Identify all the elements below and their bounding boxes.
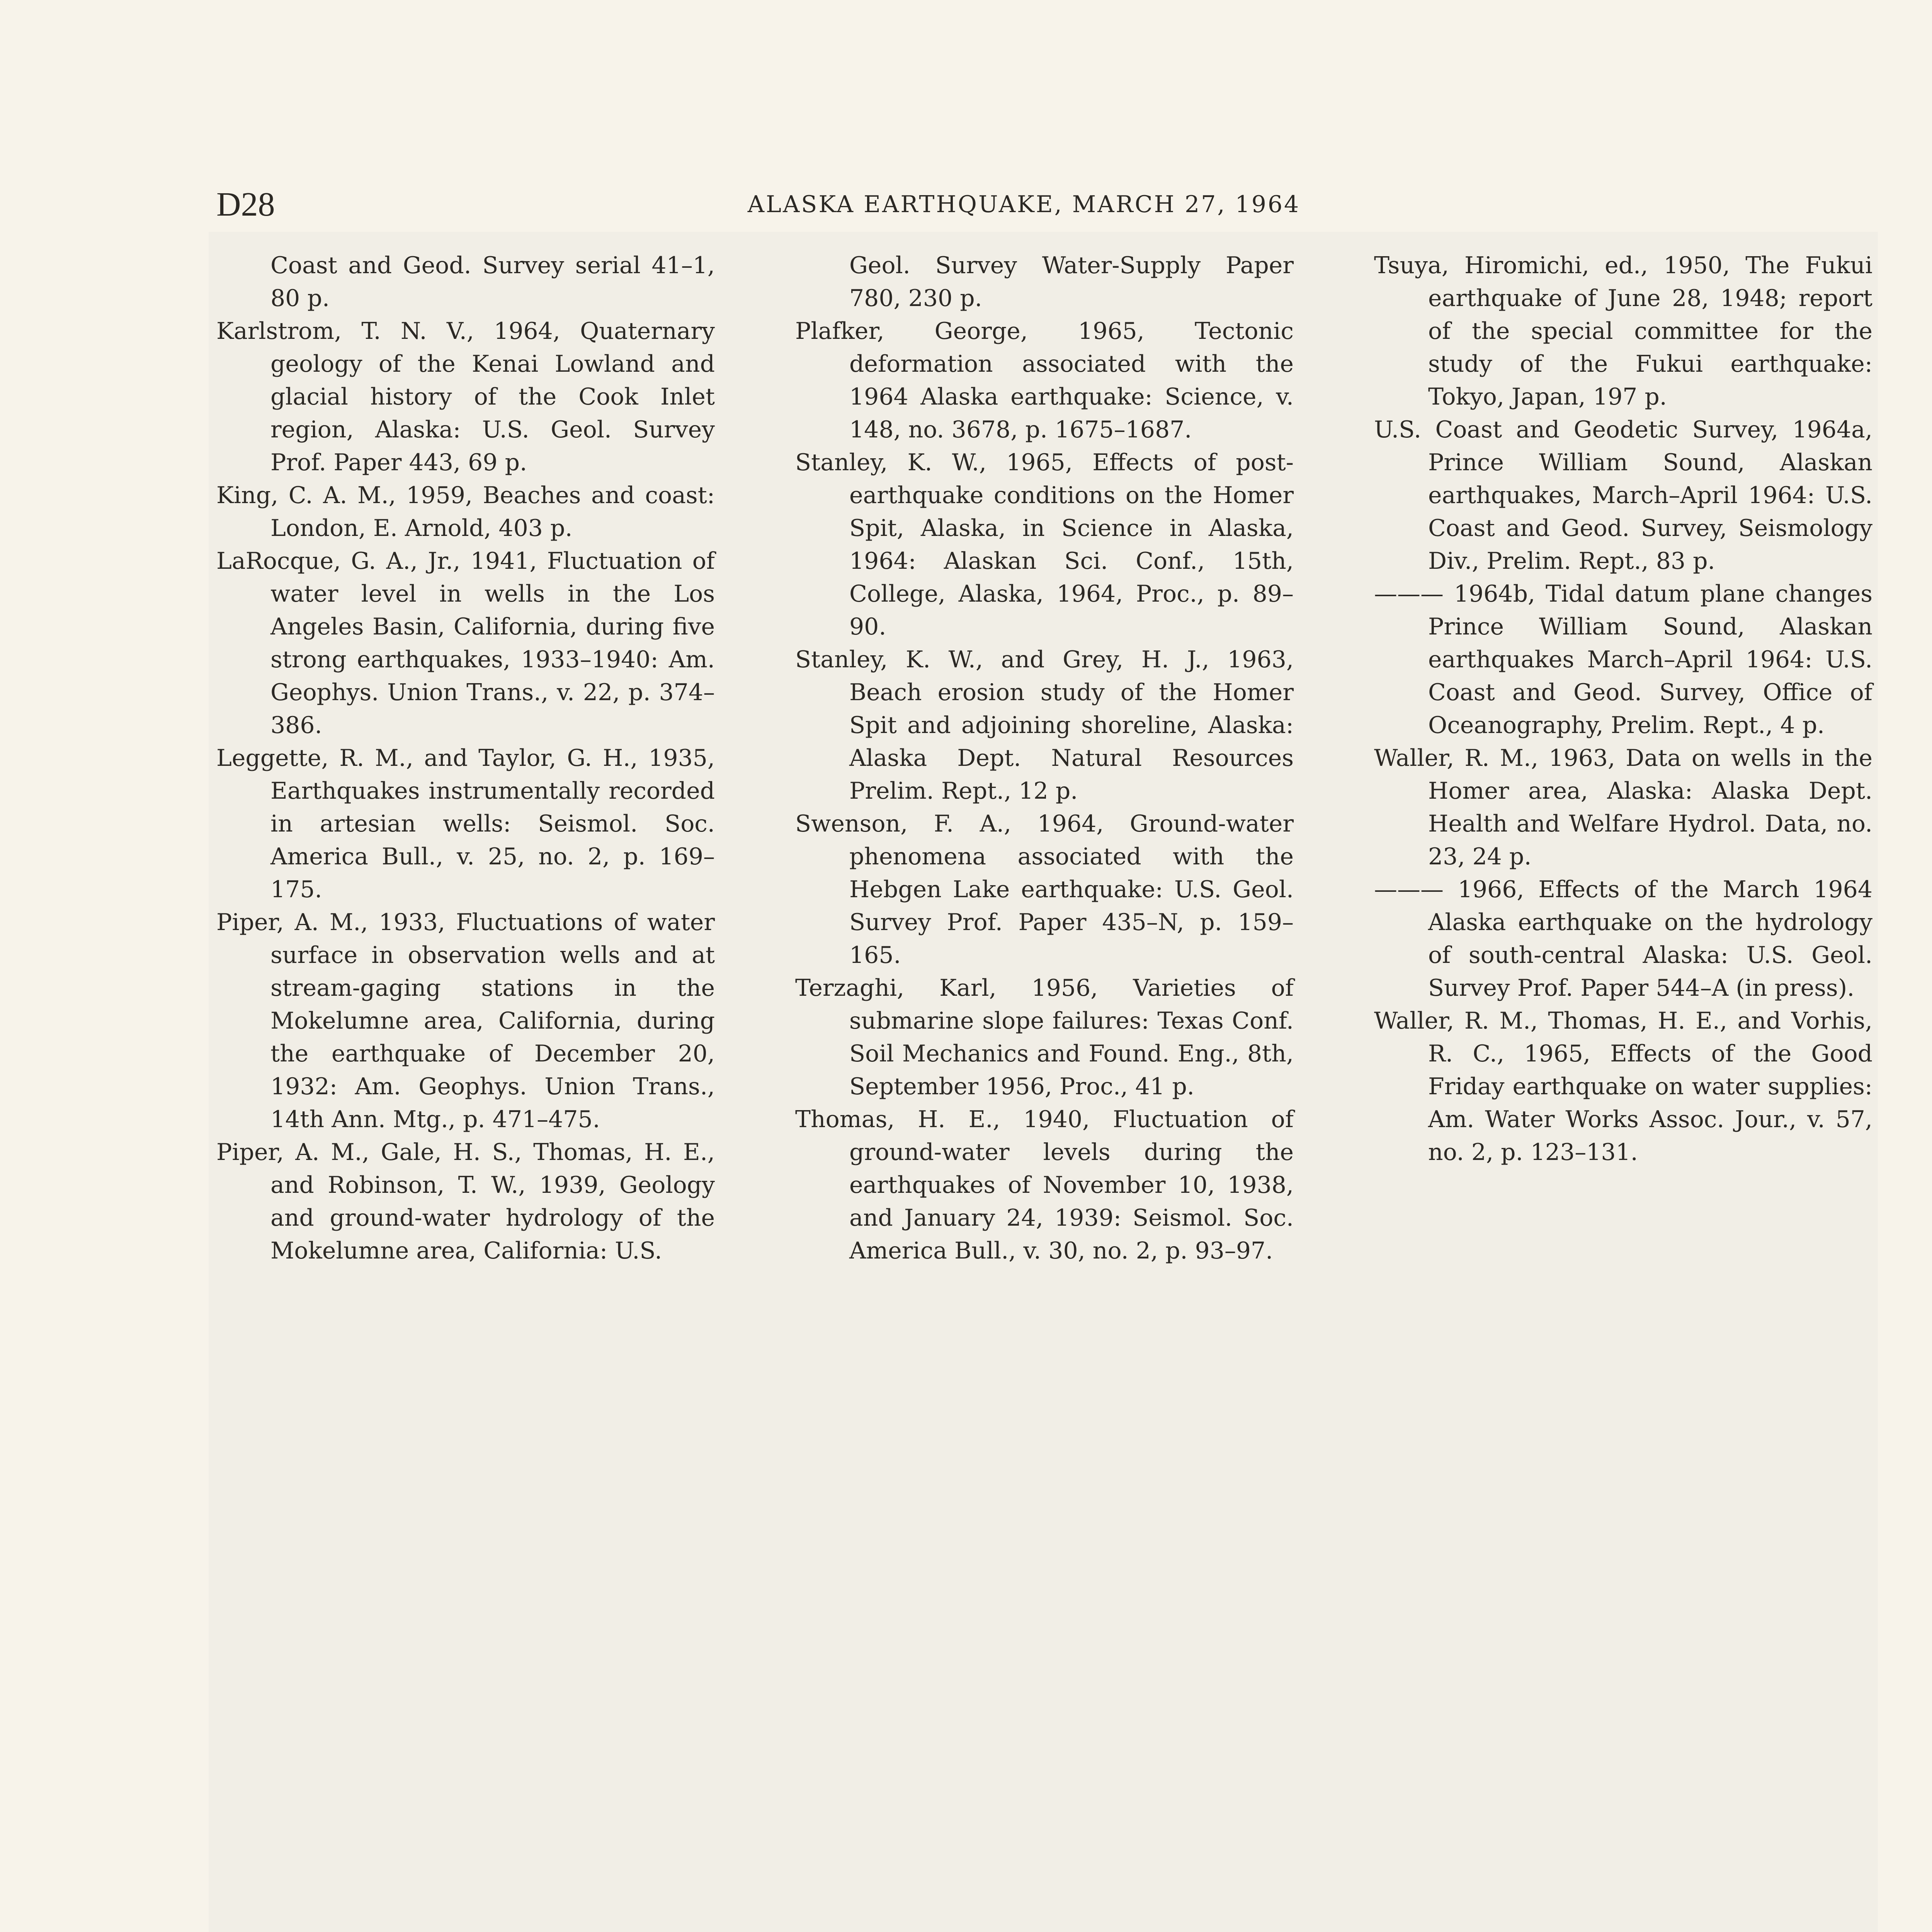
reference-entry: Waller, R. M., 1963, Data on wells in the Homer area, Alaska: Alaska Dept. Health and Welfare Hydrol. Data, no. 23, 24 p. [1374, 745, 1872, 870]
reference-column-3 [1374, 249, 1872, 1169]
reference-entry: ——— 1964b, Tidal datum plane changes Prince William Sound, Alaskan earthquakes March–April 1964: U.S. Coast and Geod. Survey, Office of Oceanography, Prelim. Rept., 4 p. [1374, 580, 1872, 739]
reference-entry: LaRocque, G. A., Jr., 1941, Fluctuation of water level in wells in the Los Angeles Basin, California, during five strong earthquakes, 1933–1940: Am. Geophys. Union Trans., v. 22, p. 374–386. [216, 548, 715, 739]
reference-entry-continued: Geol. Survey Water-Supply Paper 780, 230 p. [849, 252, 1294, 312]
reference-entry: Plafker, George, 1965, Tectonic deformation associated with the 1964 Alaska earthquake: Science, v. 148, no. 3678, p. 1675–1687. [795, 318, 1294, 443]
reference-entry: Terzaghi, Karl, 1956, Varieties of submarine slope failures: Texas Conf. Soil Mechanics and Found. Eng., 8th, September 1956, Proc., 41 p. [795, 975, 1294, 1100]
reference-entry: ——— 1966, Effects of the March 1964 Alaska earthquake on the hydrology of south-central Alaska: U.S. Geol. Survey Prof. Paper 544–A (in press). [1374, 876, 1872, 1002]
reference-column-1 [216, 249, 715, 1267]
reference-entry: Stanley, K. W., 1965, Effects of post-earthquake conditions on the Homer Spit, Alaska, in Science in Alaska, 1964: Alaskan Sci. Conf., 15th, College, Alaska, 1964, Proc., p. 89–90. [795, 449, 1294, 640]
reference-entry: U.S. Coast and Geodetic Survey, 1964a, Prince William Sound, Alaskan earthquakes, March–April 1964: U.S. Coast and Geod. Survey, Seismology Div., Prelim. Rept., 83 p. [1374, 416, 1872, 575]
page-number: D28 [216, 186, 275, 223]
reference-entry: Piper, A. M., 1933, Fluctuations of water surface in observation wells and at stream-gaging stations in the Mokelumne area, California, during the earthquake of December 20, 1932: Am. Geophys. Union Trans., 14th Ann. Mtg., p. 471–475. [216, 909, 715, 1133]
reference-entry: Leggette, R. M., and Taylor, G. H., 1935, Earthquakes instrumentally recorded in artesian wells: Seismol. Soc. America Bull., v. 25, no. 2, p. 169–175. [216, 745, 715, 903]
reference-entry: Stanley, K. W., and Grey, H. J., 1963, Beach erosion study of the Homer Spit and adjoining shoreline, Alaska: Alaska Dept. Natural Resources Prelim. Rept., 12 p. [795, 646, 1294, 804]
reference-entry: Tsuya, Hiromichi, ed., 1950, The Fukui earthquake of June 28, 1948; report of the special committee for the study of the Fukui earthquake: Tokyo, Japan, 197 p. [1374, 252, 1872, 410]
running-head: ALASKA EARTHQUAKE, MARCH 27, 1964 [747, 191, 1301, 218]
reference-entry: Thomas, H. E., 1940, Fluctuation of ground-water levels during the earthquakes of November 10, 1938, and January 24, 1939: Seismol. Soc. America Bull., v. 30, no. 2, p. 93–97. [795, 1106, 1294, 1264]
reference-entry: Karlstrom, T. N. V., 1964, Quaternary geology of the Kenai Lowland and glacial history of the Cook Inlet region, Alaska: U.S. Geol. Survey Prof. Paper 443, 69 p. [216, 318, 715, 476]
reference-entry: Waller, R. M., Thomas, H. E., and Vorhis, R. C., 1965, Effects of the Good Friday earthquake on water supplies: Am. Water Works Assoc. Jour., v. 57, no. 2, p. 123–131. [1374, 1007, 1872, 1166]
reference-entry-continued: Coast and Geod. Survey serial 41–1, 80 p. [270, 252, 715, 312]
reference-entry: Piper, A. M., Gale, H. S., Thomas, H. E., and Robinson, T. W., 1939, Geology and ground-water hydrology of the Mokelumne area, California: U.S. [216, 1139, 715, 1264]
reference-entry: Swenson, F. A., 1964, Ground-water phenomena associated with the Hebgen Lake earthquake: U.S. Geol. Survey Prof. Paper 435–N, p. 159–165. [795, 810, 1294, 969]
reference-entry: King, C. A. M., 1959, Beaches and coast: London, E. Arnold, 403 p. [216, 482, 715, 542]
reference-column-2 [795, 249, 1294, 1267]
